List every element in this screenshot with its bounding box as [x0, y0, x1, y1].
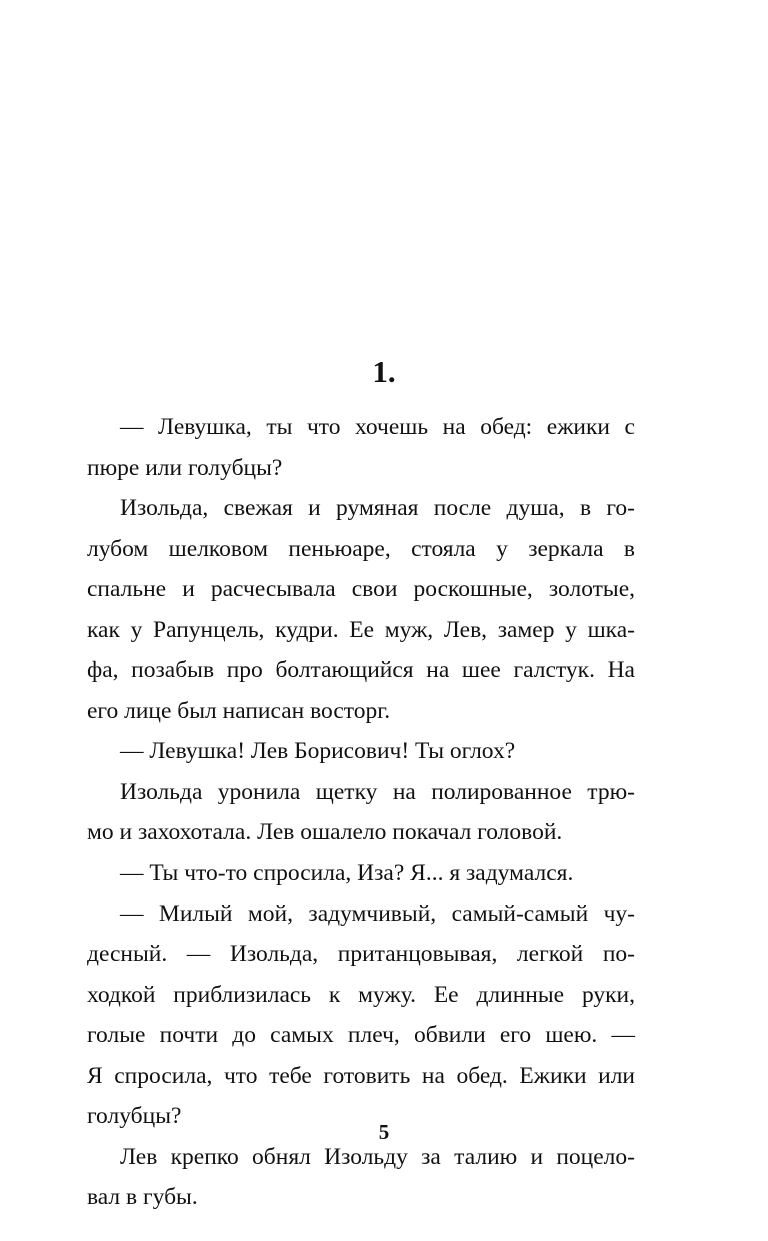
page-number: 5 — [378, 1120, 390, 1144]
text-line: — Милый мой, задумчивый, самый-самый чу- — [120, 900, 635, 927]
text-line: его лице был написан восторг. — [87, 697, 391, 724]
text-line: лубом шелковом пеньюаре, стояла у зеркала в — [87, 535, 635, 562]
text-line: голубцы? — [87, 1103, 182, 1130]
text-line: пюре или голубцы? — [87, 454, 283, 481]
text-line: ходкой приблизилась к мужу. Ее длинные руки, — [87, 981, 635, 1008]
text-line: десный. — Изольда, пританцовывая, легкой по- — [87, 941, 635, 968]
text-line: как у Рапунцель, кудри. Ее муж, Лев, замер у шка- — [87, 616, 635, 643]
text-line: — Левушка! Лев Борисович! Ты оглох? — [120, 738, 516, 765]
text-line: Я спросила, что тебе готовить на обед. Ежики или — [87, 1062, 635, 1089]
body-text — [87, 407, 635, 1218]
text-line: мо и захохотала. Лев ошалело покачал головой. — [87, 819, 563, 846]
text-line: — Левушка, ты что хочешь на обед: ежики с — [120, 414, 635, 440]
text-line: фа, позабыв про болтающийся на шее галстук. На — [87, 657, 635, 684]
text-line: Лев крепко обнял Изольду за талию и поцело- — [120, 1143, 635, 1170]
chapter-title: 1. — [372, 354, 396, 389]
text-line: голые почти до самых плеч, обвили его шею. — — [87, 1022, 635, 1049]
text-line: вал в губы. — [87, 1184, 198, 1211]
text-line: Изольда уронила щетку на полированное трю- — [120, 778, 635, 805]
text-line: — Ты что-то спросила, Иза? Я... я задумался. — [120, 860, 574, 887]
text-line: Изольда, свежая и румяная после душа, в го- — [120, 495, 635, 522]
text-line: спальне и расчесывала свои роскошные, золотые, — [87, 576, 635, 603]
